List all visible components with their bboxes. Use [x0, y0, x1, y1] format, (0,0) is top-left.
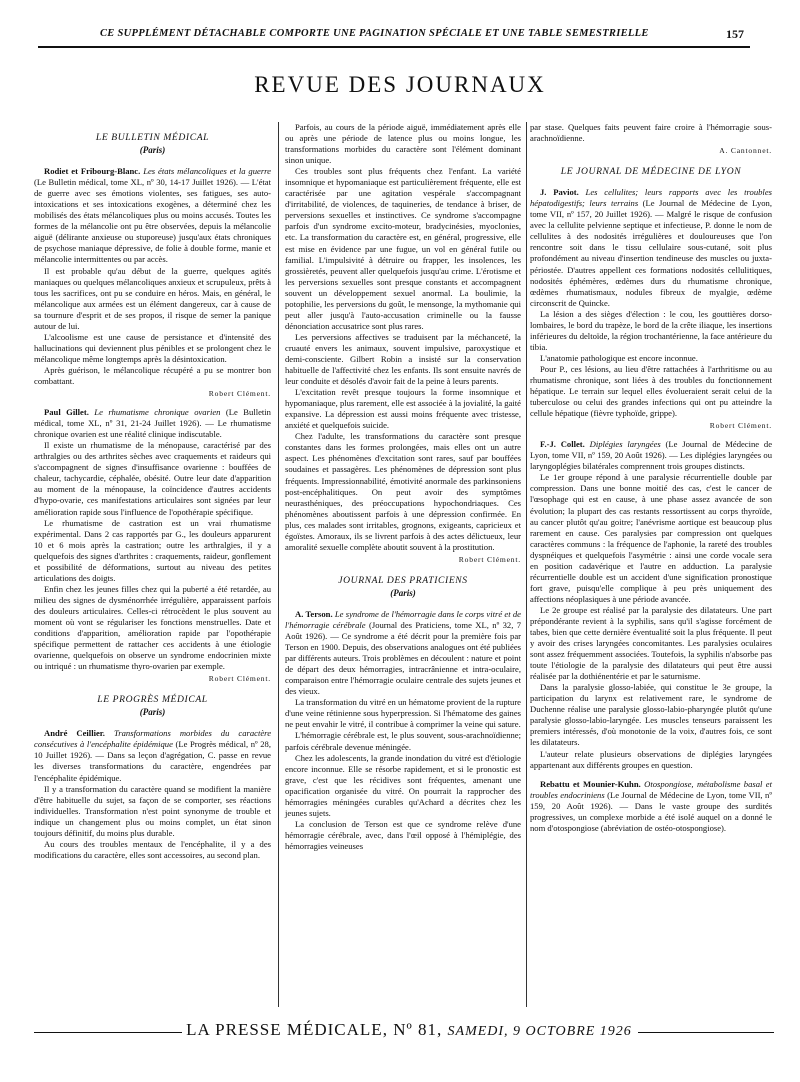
footer-issue: Nº 81,: [393, 1020, 443, 1039]
article-title: Otospongiose, métabolisme basal et troubles endocriniens: [530, 778, 772, 800]
article-signature: A. Cantonnet.: [719, 146, 772, 156]
article-paragraph: [530, 439, 772, 472]
column-3: [530, 122, 772, 834]
article-paragraph: [530, 187, 772, 309]
article-title: Diplégies laryngées: [589, 439, 661, 450]
article-paragraph: Parfois, au cours de la période aiguë, immédiatement après elle ou après une période de latence plus ou moins longue, les transformations morbides du caractère sont l'élément dominant sinon unique.: [285, 122, 521, 166]
article-paragraph: L'hémorragie cérébrale est, le plus souvent, sous-arachnoïdienne; parfois cérébrale devenue méningée.: [285, 730, 521, 752]
article-signature: Robert Clément.: [208, 389, 271, 399]
article-paragraph: La lésion a des sièges d'élection : le cou, les gouttières dorso-lombaires, le bord du trapèze, le bord de la crête iliaque, les insertions inférieures du deltoïde, la région trochantérienne, la face antérieure du tibia.: [530, 308, 772, 352]
article-paragraph: La conclusion de Terson est que ce syndrome relève d'une hémorragie cérébrale, avec, dans l'œil opposé à l'hémiplégie, des hémorragies veineuses: [285, 818, 521, 851]
article-author: Rodiet et Fribourg-Blanc.: [44, 166, 141, 177]
article-paragraph: Il existe un rhumatisme de la ménopause, caractérisé par des arthralgies ou des arthrites sèches avec craquements et raideurs qui s'accompagnent de signes d'insuffisance ovarienne : bouffées de chaleur, tachycardie, céphalée, obésité. Outre leur date d'apparition au moment de la ménopause, la coïncidence d'autres accidents d'hypo-ovarie, ces manifestations articulaires sont signées par leur amélioration rapide sous l'influence de l'opothérapie spécifique.: [34, 440, 271, 517]
article-paragraph: [34, 407, 271, 440]
supplement-note: CE SUPPLÉMENT DÉTACHABLE COMPORTE UNE PAGINATION SPÉCIALE ET UNE TABLE SEMESTRIELLE: [100, 28, 649, 39]
article-paragraph: Les perversions affectives se traduisent par la méchanceté, la cruauté envers les animaux, souvent impulsive, paroxystique et demi-consciente. Gilbert Robin a insisté sur la conservation habituelle de l'affectivité chez les enfants. Ils sont ensuite navrés de leur conduite et désolés d'avoir fait de la peine à leurs parents.: [285, 331, 521, 387]
article-text: (Le Bulletin médical, tome XL, nº 30, 14-17 Juillet 1926). — L'état de guerre avec ses émotions violentes, ses fatigues, ses auto-intoxications et ses intoxications exogènes, a déterminé chez les mobilisés des états mélancoliques plus ou moins accusés. Toutes les formes de la mélancolie ont pu être observées, depuis la mélancolie aiguë (délirante anxieuse ou stuporeuse) jusqu'aux états chroniques de psychose maniaque dépressive, de folie à double forme, manie et mélancolie intermittentes ou par accès.: [34, 177, 271, 265]
article-text: (Le Bulletin médical, tome XL, nº 31, 21-24 Juillet 1926). — Le rhumatisme chronique ovarien est une réalité clinique indiscutable.: [34, 407, 271, 440]
footer-date: SAMEDI, 9 OCTOBRE 1926: [447, 1024, 632, 1039]
article-paragraph: Dans la paralysie glosso-labiée, qui constitue le 3e groupe, la participation du larynx est relativement rare, le syndrome de Duchenne réalise une paralysie glosso-labio-pharyngée plutôt qu'une paralysie glosso-labio-laryngée. Les muscles tenseurs paraissent les premiers intéressés, d'où monotonie de la voix, d'autres fois, ce sont les dilatateurs.: [530, 682, 772, 748]
article-author: F.-J. Collet.: [540, 439, 585, 450]
article-paragraph: Enfin chez les jeunes filles chez qui la puberté a été retardée, au milieu des signes de dysménorrhée irrégulière, apparaissent parfois des douleurs articulaires. Celles-ci rétrocèdent le plus souvent au moment où vont se régulariser les fonctions menstruelles. Date et conditions d'apparition, amélioration rapide par l'opothérapie spécifique permettent de rattacher ces accidents à une étiologie ovarienne, quelquefois on observe un syndrome endocrinien mixte ou intriqué : un rhumatisme thyro-ovarien par exemple.: [34, 583, 271, 672]
section-city: (Paris): [139, 145, 166, 156]
footer-journal: LA PRESSE MÉDICALE,: [186, 1020, 388, 1039]
page-number: 157: [726, 27, 744, 41]
article-signature: Robert Clément.: [709, 421, 772, 431]
article-signature: Robert Clément.: [208, 674, 271, 684]
section-heading: LE BULLETIN MÉDICAL: [95, 132, 210, 143]
section-city: (Paris): [390, 587, 416, 598]
article-signature: Robert Clément.: [458, 554, 521, 564]
article-title: Les cellulites; leurs rapports avec les troubles hépatodigestifs; leurs terrains: [530, 187, 772, 209]
footer-rule: [34, 1032, 182, 1033]
article-text: (Journal des Praticiens, tome XL, nº 32, 7 Août 1926). — Ce syndrome a été décrit pour la première fois par Terson en 1900. Depuis, des observations analogues ont été publiées par différents auteurs. Trois problèmes en découlent : nature et point de départ des deux hémorragies, intracrânienne et intra-oculaire, comparaison entre l'hémorragie oculaire centrale des sujets jeunes et des vieux.: [285, 620, 521, 697]
article-paragraph: L'anatomie pathologique est encore inconnue.: [540, 352, 698, 363]
column-1: [34, 122, 271, 861]
footer-rule: [638, 1032, 774, 1033]
article-paragraph: [285, 609, 521, 697]
article-paragraph: par stase. Quelques faits peuvent faire croire à l'hémorragie sous-arachnoïdienne.: [530, 122, 772, 144]
article-author: J. Paviot.: [540, 187, 579, 198]
article-paragraph: L'excitation revêt presque toujours la forme insomnique et hypomaniaque, plus rarement, elle est associée à la jovialité, la gaité expansive. La dépression est aussi moins fréquente avec tristesse, anxiété et quelquefois suicide.: [285, 387, 521, 431]
running-header: [38, 26, 750, 48]
column-2: [285, 122, 521, 852]
article-title: Les états mélancoliques et la guerre: [143, 166, 271, 177]
article-paragraph: Le 1er groupe répond à une paralysie récurrentielle double par compression. Dans une bonne moitié des cas, c'est le cancer de l'œsophage qui est en cause, à une phase assez avancée de son évolution; la plupart des cas restants ressortissent au corps thyroïde, au cancer plutôt qu'au goitre; l'anévrisme aortique est beaucoup plus rarement en cause. Ces paralysies par compression ont quelques caractères communs : la fréquence de l'aphonie, la rareté des troubles dyspnéiques et quelquefois l'asymétrie : ainsi une corde vocale sera en position cadavérique et l'autre en adduction. La paralysie récurrentielle double est un accident d'une signification pronostique fort grave, puisqu'elle complique à peu près uniquement des affections néoplasiques à une période avancée.: [530, 472, 772, 604]
article-paragraph: [34, 166, 271, 265]
article-paragraph: Ces troubles sont plus fréquents chez l'enfant. La variété insomnique et hypomaniaque est particulièrement fréquente, elle est caractérisée par une agitation vespérale s'accompagnant d'irritabilité, de violences, de taquineries, de tendance à briser, de perversions sexuelles et instinctives. Ce syndrome s'accompagne parfois d'un syndrome excito-moteur, bradycinésies, myoclonies, etc. La transformation du caractère est, en général, progressive, elle est mise en évidence par une fugue, un vol en général futile ou familial. L'impulsivité à détruire ou frapper, les insolences, les grossièretés, peuvent aller quelquefois jusqu'au crime. L'érotisme et les perversions sexuelles sont presque constants et accompagnent souvent un développement sexuel anormal. La boulimie, la potophilie, les perversions du goût, le mensonge, la mythomanie qui peut aller jusqu'à l'auto-accusation criminelle ou la fausse dénonciation accusatrice sont plus rares.: [285, 166, 521, 331]
section-city: (Paris): [139, 707, 166, 718]
article-text: (Le Journal de Médecine de Lyon, tome VII, nº 157, 20 Juillet 1926). — Malgré le risque de confusion avec la cellulite pelvienne septique et infectieuse, P. donne le nom de cellulites à des nodosités irrégulières et douloureuses que l'on rencontre soit dans le tissu cellulaire sous-cutané, soit plus profondément au niveau d'insertion tendineuse des muscles ou juxta-périostée. D'autres appellent ces formations nodosités cellulitiques, nodosités éphémères, œdèmes durs du rhumatisme chronique, œdèmes rhumatismaux, nodules fibreux de myalgie, œdème circonscrit de Quincke.: [530, 198, 772, 308]
article-text: (Le Progrès médical, nº 28, 10 Juillet 1926). — Dans sa leçon d'agrégation, C. passe en revue les diverses transformations du caractère, engendrées par l'encéphalite épidémique.: [34, 739, 271, 783]
article-paragraph: [34, 728, 271, 783]
article-paragraph: Chez les adolescents, la grande inondation du vitré est d'étiologie encore inconnue. Elle se résorbe rapidement, et si le pronostic est grave, c'est que les récidives sont fréquentes, amenant une opacification organisée du vitré. On pourrait la rapprocher des hémorragies méningées curables qu'Achard a décrites chez les jeunes sujets.: [285, 752, 521, 818]
article-paragraph: Après guérison, le mélancolique récupéré a pu se montrer bon combattant.: [34, 364, 271, 386]
article-paragraph: Le 2e groupe est réalisé par la paralysie des dilatateurs. Une part prépondérante revient à la syphilis, sans qu'il s'agisse forcément de tabes, bien que cette dernière éventualité soit la plus fréquente. Il peut y avoir des crises laryngées concomitantes. Les paralysies oculaires sont assez fréquemment associées. Toutefois, la syphilis n'absorbe pas toute l'étiologie de la paralysie des dilatateurs qui peut être aussi réalisée par la dothiénentérie et par le saturnisme.: [530, 604, 772, 682]
article-paragraph: L'alcoolisme est une cause de persistance et d'intensité des hallucinations qui deviennent plus pénibles et se prolongent chez le mélancolique même longtemps après la désintoxication.: [34, 331, 271, 364]
article-author: Rebattu et Mounier-Kuhn.: [540, 778, 641, 789]
article-author: A. Terson.: [295, 608, 333, 619]
article-paragraph: Chez l'adulte, les transformations du caractère sont presque constantes dans les formes prolongées, mais elles ont un autre aspect. Les phénomènes d'excitation sont rares, sauf par bouffées soudaines et passagères. Les phénomènes de dépression sont plus fréquents. Impressionnabilité, émotivité anormale des parkinsoniens post-encéphalitiques. On peut avoir des symptômes neurasthéniques, des préoccupations hypochondriaques. Ces phénomènes aboutissent parfois à une dépression confirmée. En plus, ces malades sont irritables, grognons, exigeants, capricieux et égoïstes. Amoraux, ils se livrent parfois à des actes délictueux, leur amoralité sexuelle complète aboutit souvent à la prostitution.: [285, 431, 521, 552]
page-title: REVUE DES JOURNAUX: [254, 72, 546, 97]
article-paragraph: Pour P., ces lésions, au lieu d'être rattachées à l'arthritisme ou au rhumatisme chronique, sont liées à des troubles du fonctionnement hépatique. Le terrain sur lequel elles évolueraient serait celui de la tuberculose ou celui des grandes infections qui ont pu atteindre la cellule hépatique (fièvre typhoïde, grippe).: [530, 363, 772, 419]
article-author: Paul Gillet.: [44, 407, 89, 418]
article-paragraph: Le rhumatisme de castration est un vrai rhumatisme expérimental. Dans 2 cas rapportés par G., les douleurs apparurent 10 et 6 mois après la castration; outre les arthralgies, il y a quelquefois des signes d'arthrites : craquements, raideur, gonflement et possibilité de déformations, surtout au niveau des petites articulations des doigts.: [34, 517, 271, 583]
column-divider: [526, 122, 527, 1007]
article-text: (Le Journal de Médecine de Lyon, tome VII, nº 159, 20 Août 1926). — Les diplégies laryngées ou laryngoplégies bilatérales comprennent trois groupes distincts.: [530, 439, 773, 472]
section-heading: LE JOURNAL DE MÉDECINE DE LYON: [560, 166, 742, 178]
column-divider: [278, 122, 279, 1007]
section-heading: JOURNAL DES PRATICIENS: [338, 574, 468, 586]
page-footer: [34, 1020, 774, 1046]
footer-text: [184, 1020, 634, 1040]
article-title: Le syndrome de l'hémorragie dans le corps vitré et de l'hémorragie cérébrale: [285, 608, 521, 631]
section-heading: LE PROGRÈS MÉDICAL: [97, 694, 208, 706]
article-paragraph: L'auteur relate plusieurs observations de diplégies laryngées appartenant aux différents groupes en question.: [530, 748, 772, 770]
article-title: Transformations morbides du caractère consécutives à l'encéphalite épidémique: [34, 728, 272, 750]
article-paragraph: Il y a transformation du caractère quand se modifient la manière d'être habituelle du sujet, sa façon de se comporter, ses réactions individuelles. Transformation n'est point synonyme de trouble et indique un changement plus ou moins complet, un état sinon toujours définitif, du moins plus durable.: [34, 783, 271, 838]
article-author: André Ceillier.: [44, 728, 105, 739]
article-paragraph: Au cours des troubles mentaux de l'encéphalite, il y a des modifications du caractère, elles sont accessoires, au second plan.: [34, 838, 271, 860]
article-paragraph: [530, 779, 772, 834]
article-title: Le rhumatisme chronique ovarien: [94, 407, 221, 418]
article-text: (Le Journal de Médecine de Lyon, tome VII, nº 159, 20 Août 1926). — Dans le vaste groupe des surdités progressives, un complexe morbide a été isolé auquel on a donné le nom d'otospongiose (abréviation de ostéo-otospongiose).: [530, 789, 772, 833]
article-paragraph: Il est probable qu'au début de la guerre, quelques agités maniaques ou quelques mélancoliques anxieux et scrupuleux, prêts à tous les sacrifices, ont pu se conduire en héros. Mais, en général, le mélancolique aux armées est un élément dangereux, car à cause de sa tournure d'esprit et de ses propos, il risque de semer la panique autour de lui.: [34, 265, 271, 331]
article-paragraph: La transformation du vitré en un hématome provient de la rupture d'une veine rétinienne sous hyperpression. Si l'hématome des gaines ne peut envahir le vitré, il contribue à comprimer la veine qui sature.: [285, 697, 521, 730]
